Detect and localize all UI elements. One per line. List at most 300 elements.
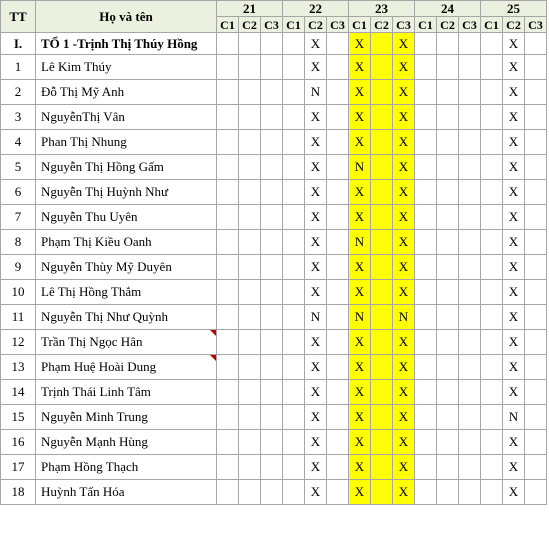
- mark-cell[interactable]: X: [305, 55, 327, 80]
- mark-cell[interactable]: X: [305, 230, 327, 255]
- mark-cell[interactable]: X: [305, 255, 327, 280]
- mark-cell[interactable]: X: [393, 80, 415, 105]
- mark-cell[interactable]: [239, 405, 261, 430]
- mark-cell[interactable]: X: [503, 380, 525, 405]
- mark-cell[interactable]: [437, 55, 459, 80]
- mark-cell[interactable]: [283, 405, 305, 430]
- mark-cell[interactable]: [481, 455, 503, 480]
- mark-cell[interactable]: [437, 155, 459, 180]
- mark-cell[interactable]: N: [349, 305, 371, 330]
- mark-cell[interactable]: [481, 405, 503, 430]
- mark-cell[interactable]: [239, 205, 261, 230]
- mark-cell[interactable]: [283, 230, 305, 255]
- mark-cell[interactable]: N: [305, 80, 327, 105]
- mark-cell[interactable]: [261, 130, 283, 155]
- mark-cell[interactable]: [217, 130, 239, 155]
- mark-cell[interactable]: [371, 330, 393, 355]
- mark-cell[interactable]: [459, 80, 481, 105]
- mark-cell[interactable]: [481, 180, 503, 205]
- mark-cell[interactable]: [239, 55, 261, 80]
- mark-cell[interactable]: X: [349, 355, 371, 380]
- mark-cell[interactable]: [261, 430, 283, 455]
- member-name[interactable]: Phan Thị Nhung: [36, 130, 217, 155]
- mark-cell[interactable]: [217, 405, 239, 430]
- mark-cell[interactable]: [415, 33, 437, 55]
- mark-cell[interactable]: [217, 105, 239, 130]
- mark-cell[interactable]: [371, 405, 393, 430]
- mark-cell[interactable]: X: [393, 255, 415, 280]
- mark-cell[interactable]: [283, 105, 305, 130]
- mark-cell[interactable]: X: [349, 80, 371, 105]
- mark-cell[interactable]: X: [349, 380, 371, 405]
- mark-cell[interactable]: [525, 405, 547, 430]
- mark-cell[interactable]: N: [393, 305, 415, 330]
- member-name[interactable]: Nguyễn Mạnh Hùng: [36, 430, 217, 455]
- mark-cell[interactable]: [261, 80, 283, 105]
- mark-cell[interactable]: [283, 330, 305, 355]
- mark-cell[interactable]: X: [349, 105, 371, 130]
- mark-cell[interactable]: [459, 330, 481, 355]
- mark-cell[interactable]: [437, 255, 459, 280]
- member-name[interactable]: Huỳnh Tấn Hóa: [36, 480, 217, 505]
- mark-cell[interactable]: [327, 180, 349, 205]
- mark-cell[interactable]: [371, 430, 393, 455]
- mark-cell[interactable]: [239, 305, 261, 330]
- mark-cell[interactable]: [459, 380, 481, 405]
- mark-cell[interactable]: [525, 330, 547, 355]
- mark-cell[interactable]: X: [349, 180, 371, 205]
- mark-cell[interactable]: [239, 105, 261, 130]
- mark-cell[interactable]: [283, 480, 305, 505]
- mark-cell[interactable]: X: [349, 280, 371, 305]
- mark-cell[interactable]: [525, 355, 547, 380]
- mark-cell[interactable]: [217, 380, 239, 405]
- mark-cell[interactable]: X: [349, 430, 371, 455]
- mark-cell[interactable]: [283, 455, 305, 480]
- mark-cell[interactable]: [327, 155, 349, 180]
- mark-cell[interactable]: [437, 205, 459, 230]
- mark-cell[interactable]: [437, 355, 459, 380]
- mark-cell[interactable]: [481, 33, 503, 55]
- mark-cell[interactable]: X: [503, 205, 525, 230]
- mark-cell[interactable]: [261, 105, 283, 130]
- mark-cell[interactable]: X: [503, 230, 525, 255]
- mark-cell[interactable]: X: [393, 105, 415, 130]
- mark-cell[interactable]: X: [349, 405, 371, 430]
- mark-cell[interactable]: [327, 80, 349, 105]
- mark-cell[interactable]: [239, 130, 261, 155]
- mark-cell[interactable]: N: [349, 230, 371, 255]
- mark-cell[interactable]: [525, 33, 547, 55]
- member-name[interactable]: Lê Kim Thúy: [36, 55, 217, 80]
- mark-cell[interactable]: [261, 230, 283, 255]
- mark-cell[interactable]: X: [305, 130, 327, 155]
- mark-cell[interactable]: [481, 230, 503, 255]
- mark-cell[interactable]: [327, 405, 349, 430]
- mark-cell[interactable]: X: [393, 280, 415, 305]
- mark-cell[interactable]: X: [305, 105, 327, 130]
- mark-cell[interactable]: X: [503, 455, 525, 480]
- member-name[interactable]: Phạm Thị Kiều Oanh: [36, 230, 217, 255]
- mark-cell[interactable]: [481, 330, 503, 355]
- mark-cell[interactable]: X: [393, 180, 415, 205]
- mark-cell[interactable]: [261, 255, 283, 280]
- mark-cell[interactable]: X: [349, 480, 371, 505]
- mark-cell[interactable]: [415, 305, 437, 330]
- mark-cell[interactable]: [239, 480, 261, 505]
- mark-cell[interactable]: [459, 205, 481, 230]
- mark-cell[interactable]: X: [503, 180, 525, 205]
- member-name[interactable]: Trần Thị Ngọc Hân: [36, 330, 217, 355]
- mark-cell[interactable]: [371, 180, 393, 205]
- mark-cell[interactable]: [481, 355, 503, 380]
- mark-cell[interactable]: X: [305, 480, 327, 505]
- mark-cell[interactable]: [415, 330, 437, 355]
- mark-cell[interactable]: [371, 55, 393, 80]
- mark-cell[interactable]: [525, 480, 547, 505]
- mark-cell[interactable]: [371, 155, 393, 180]
- mark-cell[interactable]: [459, 430, 481, 455]
- mark-cell[interactable]: [283, 55, 305, 80]
- mark-cell[interactable]: [437, 80, 459, 105]
- mark-cell[interactable]: [327, 330, 349, 355]
- mark-cell[interactable]: X: [393, 130, 415, 155]
- mark-cell[interactable]: X: [305, 405, 327, 430]
- mark-cell[interactable]: [525, 255, 547, 280]
- mark-cell[interactable]: [371, 130, 393, 155]
- mark-cell[interactable]: [327, 230, 349, 255]
- mark-cell[interactable]: X: [393, 205, 415, 230]
- mark-cell[interactable]: [415, 255, 437, 280]
- mark-cell[interactable]: [437, 105, 459, 130]
- mark-cell[interactable]: X: [305, 355, 327, 380]
- mark-cell[interactable]: [437, 230, 459, 255]
- mark-cell[interactable]: [371, 33, 393, 55]
- mark-cell[interactable]: X: [349, 130, 371, 155]
- mark-cell[interactable]: [261, 155, 283, 180]
- mark-cell[interactable]: [217, 430, 239, 455]
- mark-cell[interactable]: [283, 305, 305, 330]
- mark-cell[interactable]: [437, 480, 459, 505]
- mark-cell[interactable]: [217, 280, 239, 305]
- mark-cell[interactable]: [415, 130, 437, 155]
- mark-cell[interactable]: X: [305, 430, 327, 455]
- member-name[interactable]: Nguyễn Thu Uyên: [36, 205, 217, 230]
- member-name[interactable]: Phạm Huệ Hoài Dung: [36, 355, 217, 380]
- mark-cell[interactable]: X: [349, 455, 371, 480]
- mark-cell[interactable]: [261, 355, 283, 380]
- mark-cell[interactable]: [217, 230, 239, 255]
- member-name[interactable]: Nguyễn Thị Hồng Gấm: [36, 155, 217, 180]
- mark-cell[interactable]: X: [349, 255, 371, 280]
- mark-cell[interactable]: [239, 180, 261, 205]
- mark-cell[interactable]: [481, 130, 503, 155]
- mark-cell[interactable]: [283, 280, 305, 305]
- mark-cell[interactable]: [283, 205, 305, 230]
- mark-cell[interactable]: X: [393, 55, 415, 80]
- mark-cell[interactable]: X: [349, 33, 371, 55]
- mark-cell[interactable]: X: [503, 80, 525, 105]
- mark-cell[interactable]: [415, 105, 437, 130]
- mark-cell[interactable]: [283, 430, 305, 455]
- mark-cell[interactable]: [239, 380, 261, 405]
- mark-cell[interactable]: [415, 80, 437, 105]
- mark-cell[interactable]: [261, 380, 283, 405]
- mark-cell[interactable]: [437, 305, 459, 330]
- mark-cell[interactable]: [283, 255, 305, 280]
- mark-cell[interactable]: [327, 33, 349, 55]
- mark-cell[interactable]: [415, 180, 437, 205]
- mark-cell[interactable]: [415, 380, 437, 405]
- mark-cell[interactable]: [525, 205, 547, 230]
- member-name[interactable]: Nguyễn Thị Như Quỳnh: [36, 305, 217, 330]
- mark-cell[interactable]: [415, 55, 437, 80]
- mark-cell[interactable]: [481, 155, 503, 180]
- mark-cell[interactable]: [459, 355, 481, 380]
- mark-cell[interactable]: [481, 280, 503, 305]
- mark-cell[interactable]: [481, 255, 503, 280]
- mark-cell[interactable]: X: [503, 105, 525, 130]
- mark-cell[interactable]: [283, 380, 305, 405]
- mark-cell[interactable]: [459, 480, 481, 505]
- mark-cell[interactable]: X: [349, 330, 371, 355]
- mark-cell[interactable]: [459, 180, 481, 205]
- mark-cell[interactable]: [371, 480, 393, 505]
- mark-cell[interactable]: [459, 280, 481, 305]
- mark-cell[interactable]: [283, 180, 305, 205]
- mark-cell[interactable]: [239, 330, 261, 355]
- mark-cell[interactable]: N: [349, 155, 371, 180]
- mark-cell[interactable]: [415, 455, 437, 480]
- mark-cell[interactable]: [327, 305, 349, 330]
- mark-cell[interactable]: X: [503, 155, 525, 180]
- mark-cell[interactable]: [525, 155, 547, 180]
- mark-cell[interactable]: [481, 80, 503, 105]
- mark-cell[interactable]: [239, 33, 261, 55]
- mark-cell[interactable]: [481, 480, 503, 505]
- mark-cell[interactable]: [371, 305, 393, 330]
- mark-cell[interactable]: [261, 330, 283, 355]
- mark-cell[interactable]: [459, 455, 481, 480]
- mark-cell[interactable]: [261, 480, 283, 505]
- member-name[interactable]: NguyễnThị Vân: [36, 105, 217, 130]
- mark-cell[interactable]: [371, 280, 393, 305]
- mark-cell[interactable]: [525, 180, 547, 205]
- mark-cell[interactable]: [239, 155, 261, 180]
- mark-cell[interactable]: X: [305, 380, 327, 405]
- mark-cell[interactable]: [415, 205, 437, 230]
- mark-cell[interactable]: [327, 430, 349, 455]
- mark-cell[interactable]: X: [503, 55, 525, 80]
- mark-cell[interactable]: [459, 230, 481, 255]
- mark-cell[interactable]: X: [305, 155, 327, 180]
- mark-cell[interactable]: [371, 455, 393, 480]
- mark-cell[interactable]: [217, 330, 239, 355]
- mark-cell[interactable]: X: [393, 480, 415, 505]
- mark-cell[interactable]: [283, 355, 305, 380]
- mark-cell[interactable]: [239, 280, 261, 305]
- mark-cell[interactable]: [481, 430, 503, 455]
- mark-cell[interactable]: [239, 255, 261, 280]
- mark-cell[interactable]: [217, 155, 239, 180]
- mark-cell[interactable]: [283, 155, 305, 180]
- mark-cell[interactable]: X: [503, 330, 525, 355]
- mark-cell[interactable]: [415, 155, 437, 180]
- mark-cell[interactable]: X: [503, 255, 525, 280]
- mark-cell[interactable]: N: [305, 305, 327, 330]
- mark-cell[interactable]: [261, 180, 283, 205]
- mark-cell[interactable]: [371, 230, 393, 255]
- mark-cell[interactable]: [481, 305, 503, 330]
- mark-cell[interactable]: [217, 455, 239, 480]
- mark-cell[interactable]: [437, 280, 459, 305]
- mark-cell[interactable]: [239, 80, 261, 105]
- mark-cell[interactable]: [327, 380, 349, 405]
- mark-cell[interactable]: [327, 55, 349, 80]
- mark-cell[interactable]: [217, 480, 239, 505]
- mark-cell[interactable]: X: [503, 305, 525, 330]
- member-name[interactable]: Nguyễn Thùy Mỹ Duyên: [36, 255, 217, 280]
- mark-cell[interactable]: N: [503, 405, 525, 430]
- mark-cell[interactable]: [327, 455, 349, 480]
- mark-cell[interactable]: [327, 480, 349, 505]
- mark-cell[interactable]: [481, 105, 503, 130]
- mark-cell[interactable]: [371, 105, 393, 130]
- mark-cell[interactable]: [525, 380, 547, 405]
- mark-cell[interactable]: [217, 255, 239, 280]
- mark-cell[interactable]: [371, 255, 393, 280]
- mark-cell[interactable]: [437, 180, 459, 205]
- mark-cell[interactable]: [415, 430, 437, 455]
- mark-cell[interactable]: [261, 455, 283, 480]
- mark-cell[interactable]: [239, 230, 261, 255]
- mark-cell[interactable]: [327, 105, 349, 130]
- mark-cell[interactable]: [481, 380, 503, 405]
- mark-cell[interactable]: [217, 180, 239, 205]
- mark-cell[interactable]: X: [393, 380, 415, 405]
- mark-cell[interactable]: [459, 255, 481, 280]
- mark-cell[interactable]: [525, 80, 547, 105]
- mark-cell[interactable]: [437, 130, 459, 155]
- mark-cell[interactable]: X: [393, 230, 415, 255]
- mark-cell[interactable]: X: [393, 330, 415, 355]
- mark-cell[interactable]: [261, 305, 283, 330]
- mark-cell[interactable]: [459, 405, 481, 430]
- mark-cell[interactable]: X: [305, 180, 327, 205]
- mark-cell[interactable]: [261, 33, 283, 55]
- mark-cell[interactable]: [327, 355, 349, 380]
- mark-cell[interactable]: [327, 280, 349, 305]
- mark-cell[interactable]: X: [305, 280, 327, 305]
- mark-cell[interactable]: [525, 130, 547, 155]
- mark-cell[interactable]: [437, 405, 459, 430]
- mark-cell[interactable]: X: [503, 130, 525, 155]
- mark-cell[interactable]: [239, 430, 261, 455]
- mark-cell[interactable]: [459, 33, 481, 55]
- mark-cell[interactable]: [261, 205, 283, 230]
- mark-cell[interactable]: [261, 55, 283, 80]
- mark-cell[interactable]: X: [503, 280, 525, 305]
- mark-cell[interactable]: X: [305, 33, 327, 55]
- mark-cell[interactable]: [283, 80, 305, 105]
- mark-cell[interactable]: X: [393, 155, 415, 180]
- mark-cell[interactable]: X: [393, 455, 415, 480]
- member-name[interactable]: Trịnh Thái Linh Tâm: [36, 380, 217, 405]
- mark-cell[interactable]: [217, 305, 239, 330]
- mark-cell[interactable]: X: [393, 430, 415, 455]
- mark-cell[interactable]: [525, 105, 547, 130]
- mark-cell[interactable]: [371, 355, 393, 380]
- mark-cell[interactable]: [459, 305, 481, 330]
- mark-cell[interactable]: [261, 280, 283, 305]
- member-name[interactable]: Nguyễn Minh Trung: [36, 405, 217, 430]
- mark-cell[interactable]: [415, 355, 437, 380]
- mark-cell[interactable]: X: [349, 205, 371, 230]
- mark-cell[interactable]: X: [305, 205, 327, 230]
- mark-cell[interactable]: [525, 55, 547, 80]
- member-name[interactable]: Đỗ Thị Mỹ Anh: [36, 80, 217, 105]
- mark-cell[interactable]: [481, 205, 503, 230]
- mark-cell[interactable]: [217, 355, 239, 380]
- mark-cell[interactable]: X: [305, 330, 327, 355]
- mark-cell[interactable]: X: [503, 480, 525, 505]
- mark-cell[interactable]: X: [503, 355, 525, 380]
- mark-cell[interactable]: [415, 230, 437, 255]
- mark-cell[interactable]: [327, 205, 349, 230]
- mark-cell[interactable]: [217, 205, 239, 230]
- mark-cell[interactable]: [239, 355, 261, 380]
- mark-cell[interactable]: X: [305, 455, 327, 480]
- member-name[interactable]: Phạm Hồng Thạch: [36, 455, 217, 480]
- mark-cell[interactable]: [437, 455, 459, 480]
- mark-cell[interactable]: [459, 155, 481, 180]
- mark-cell[interactable]: X: [349, 55, 371, 80]
- mark-cell[interactable]: [239, 455, 261, 480]
- mark-cell[interactable]: [437, 380, 459, 405]
- mark-cell[interactable]: [283, 33, 305, 55]
- member-name[interactable]: Lê Thị Hồng Thắm: [36, 280, 217, 305]
- mark-cell[interactable]: [415, 480, 437, 505]
- mark-cell[interactable]: [437, 430, 459, 455]
- mark-cell[interactable]: [459, 55, 481, 80]
- mark-cell[interactable]: [525, 280, 547, 305]
- mark-cell[interactable]: [459, 105, 481, 130]
- mark-cell[interactable]: X: [393, 355, 415, 380]
- mark-cell[interactable]: [283, 130, 305, 155]
- mark-cell[interactable]: [415, 280, 437, 305]
- mark-cell[interactable]: [525, 455, 547, 480]
- mark-cell[interactable]: [525, 230, 547, 255]
- mark-cell[interactable]: X: [503, 33, 525, 55]
- mark-cell[interactable]: [217, 80, 239, 105]
- mark-cell[interactable]: [437, 330, 459, 355]
- mark-cell[interactable]: [525, 430, 547, 455]
- mark-cell[interactable]: [327, 255, 349, 280]
- mark-cell[interactable]: [217, 55, 239, 80]
- mark-cell[interactable]: [459, 130, 481, 155]
- mark-cell[interactable]: [327, 130, 349, 155]
- member-name[interactable]: Nguyễn Thị Huỳnh Như: [36, 180, 217, 205]
- mark-cell[interactable]: X: [393, 405, 415, 430]
- mark-cell[interactable]: [371, 80, 393, 105]
- mark-cell[interactable]: [217, 33, 239, 55]
- mark-cell[interactable]: [371, 205, 393, 230]
- mark-cell[interactable]: [415, 405, 437, 430]
- mark-cell[interactable]: [437, 33, 459, 55]
- mark-cell[interactable]: X: [503, 430, 525, 455]
- mark-cell[interactable]: [261, 405, 283, 430]
- mark-cell[interactable]: [525, 305, 547, 330]
